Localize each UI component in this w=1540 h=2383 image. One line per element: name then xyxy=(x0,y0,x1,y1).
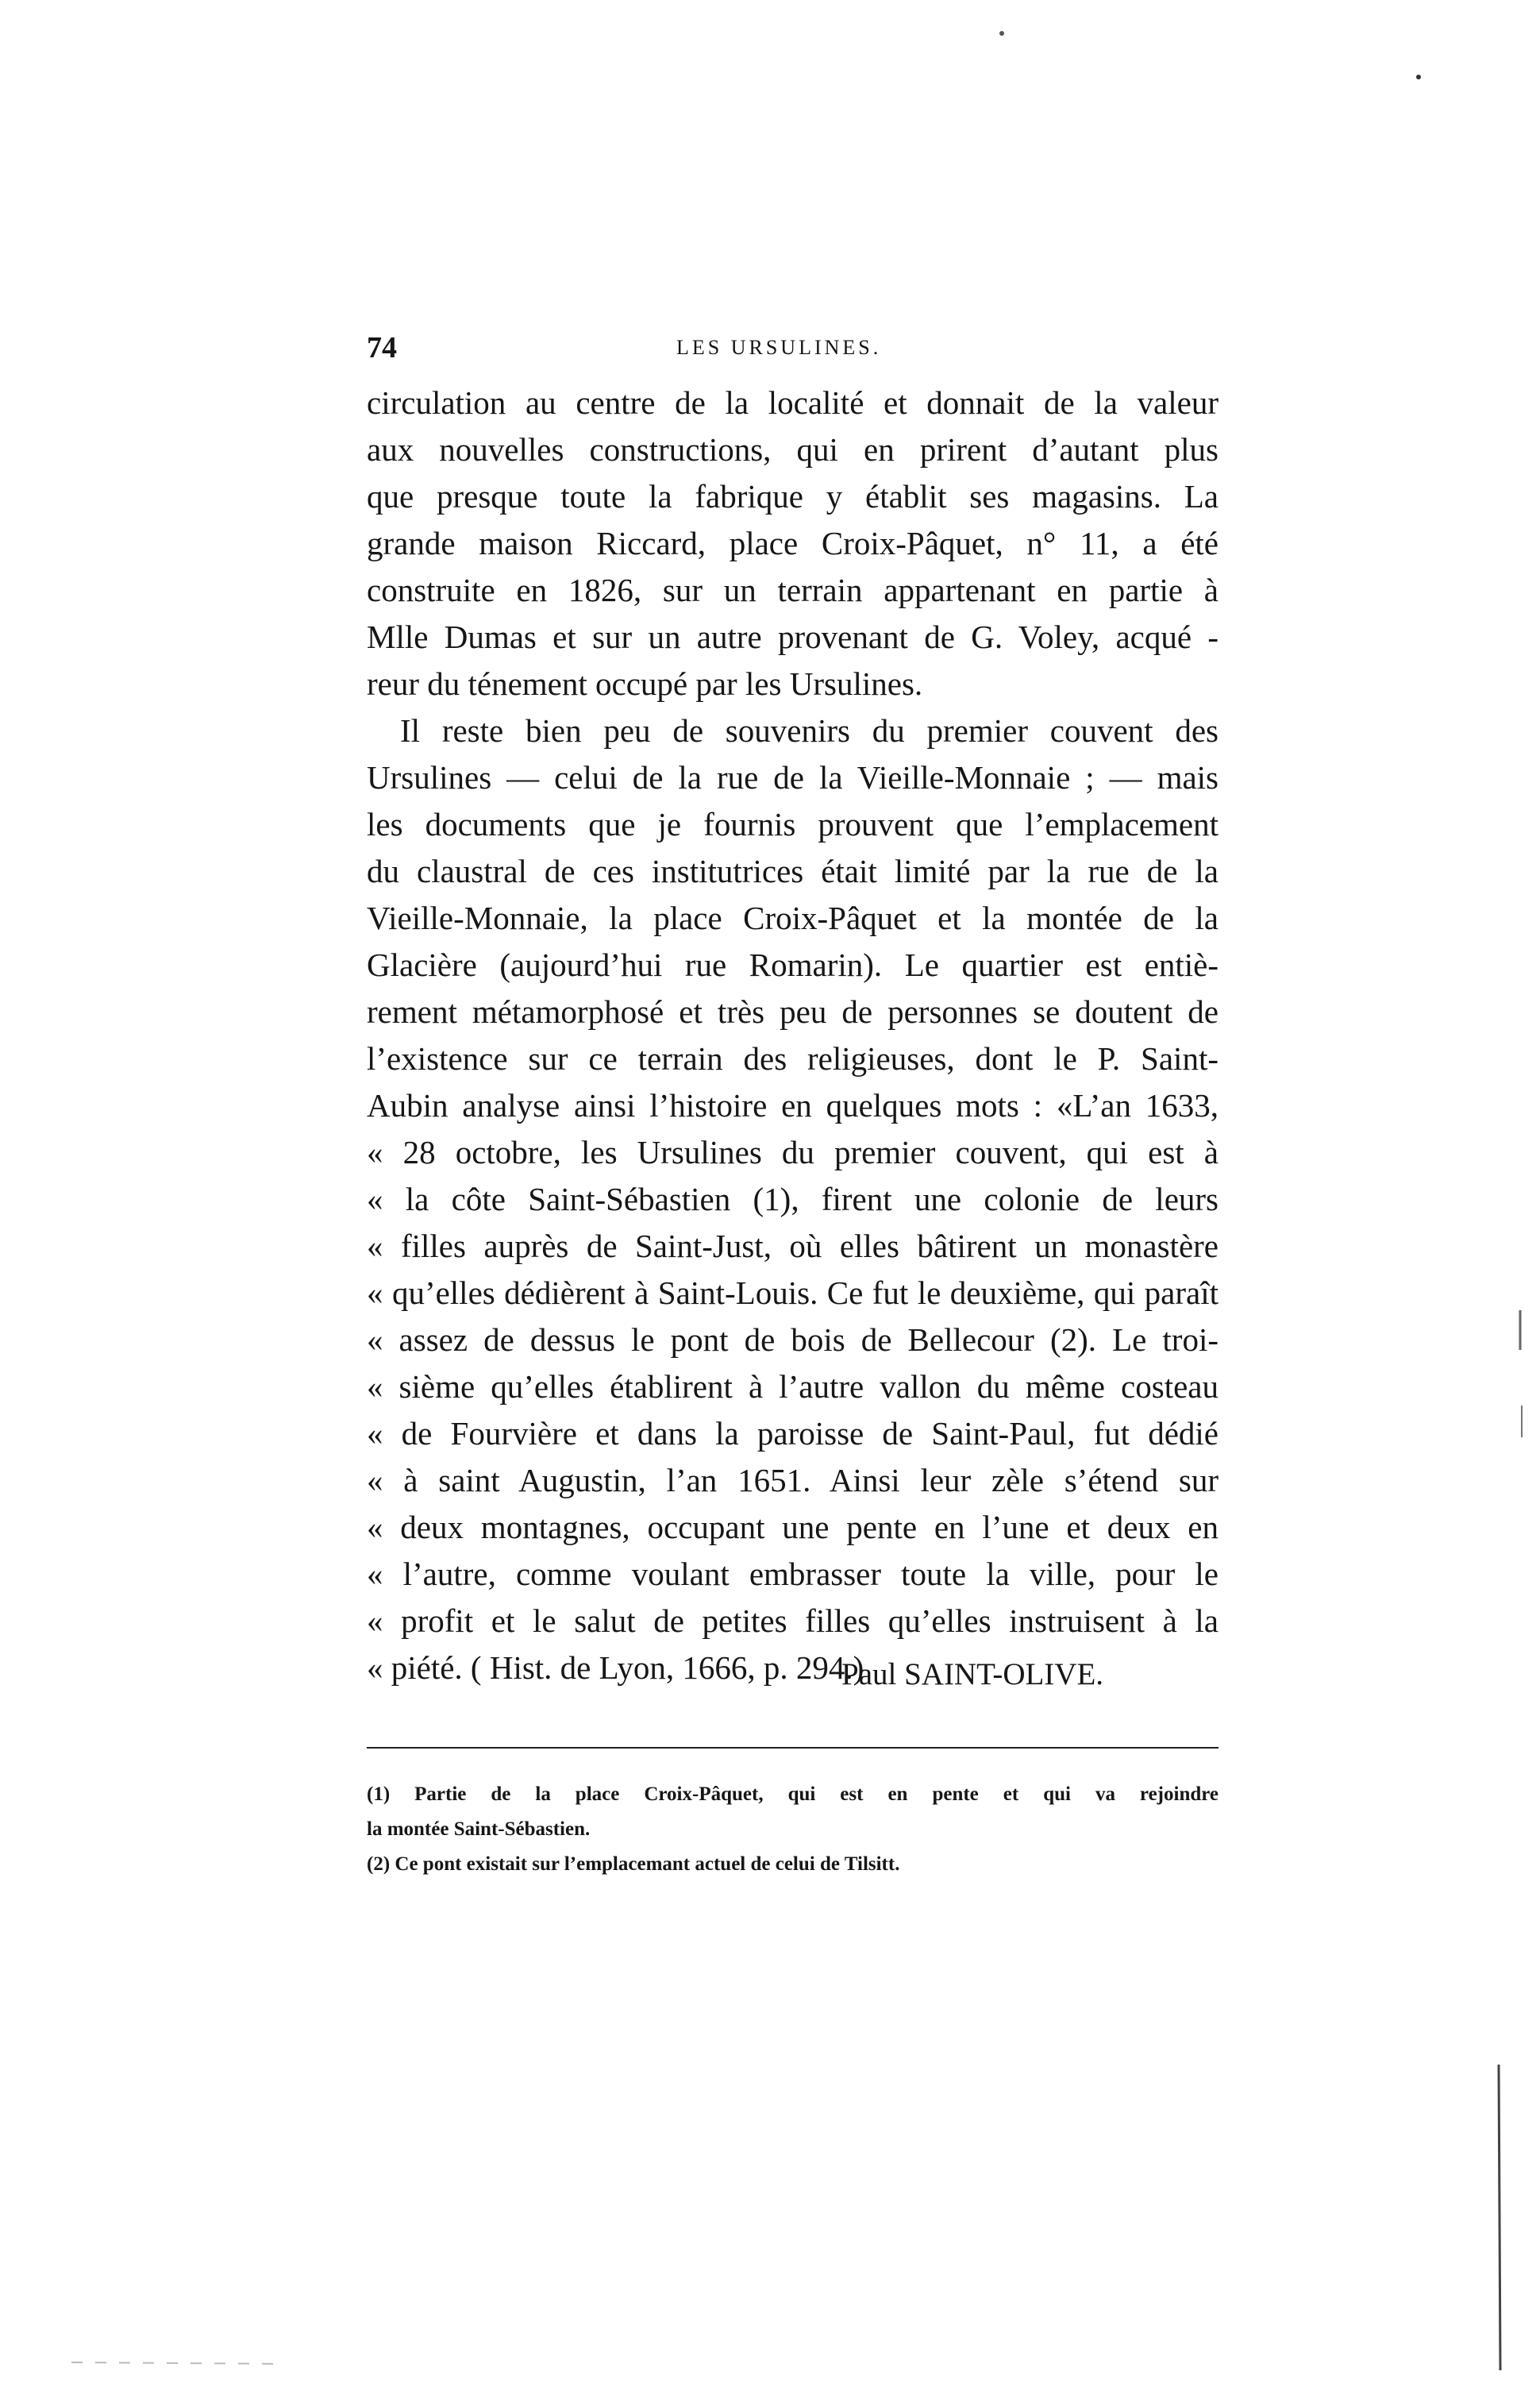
quote-line: « la côte Saint-Sébastien (1), firent une colonie de leurs xyxy=(367,1181,1219,1217)
quote-line: « à saint Augustin, l’an 1651. Ainsi leur zèle s’étend sur xyxy=(367,1462,1219,1498)
body-line: Vieille-Monnaie, la place Croix-Pâquet et la montée de la xyxy=(367,900,1219,936)
body-line: circulation au centre de la localité et donnait de la valeur xyxy=(367,384,1219,421)
body-line: Ursulines — celui de la rue de la Vieille-Monnaie ; — mais xyxy=(367,759,1219,796)
body-line: reur du ténement occupé par les Ursulines. xyxy=(367,665,923,702)
body-text xyxy=(367,380,1219,1691)
running-head: LES URSULINES. xyxy=(676,336,882,359)
scan-edge-mark xyxy=(71,2362,286,2364)
footnote-line: (1) Partie de la place Croix-Pâquet, qui est en pente et qui va rejoindre xyxy=(367,1783,1219,1805)
footnote-line: la montée Saint-Sébastien. xyxy=(367,1818,591,1840)
quote-line: « qu’elles dédièrent à Saint-Louis. Ce fut le deuxième, qui paraît xyxy=(367,1274,1219,1311)
body-line: l’existence sur ce terrain des religieuses, dont le P. Saint- xyxy=(367,1040,1219,1077)
body-line: Il reste bien peu de souvenirs du premier couvent des xyxy=(400,712,1219,749)
scan-edge-mark xyxy=(1499,2065,1500,2370)
quote-line: « de Fourvière et dans la paroisse de Saint-Paul, fut dédié xyxy=(367,1415,1219,1452)
page-header xyxy=(367,327,1219,375)
body-line: du claustral de ces institutrices était limité par la rue de la xyxy=(367,853,1219,889)
body-line: que presque toute la fabrique y établit ses magasins. La xyxy=(367,478,1219,515)
quote-line: « profit et le salut de petites filles qu’elles instruisent à la xyxy=(367,1602,1219,1639)
quote-line: « piété. ( Hist. de Lyon, 1666, p. 294.) xyxy=(367,1649,864,1686)
scan-speck xyxy=(1416,75,1421,79)
quote-line: « deux montagnes, occupant une pente en l’une et deux en xyxy=(367,1509,1219,1545)
quote-line: « sième qu’elles établirent à l’autre vallon du même costeau xyxy=(367,1368,1219,1405)
body-line: grande maison Riccard, place Croix-Pâquet, n° 11, a été xyxy=(367,525,1219,561)
body-line: rement métamorphosé et très peu de personnes se doutent de xyxy=(367,993,1219,1030)
body-line: les documents que je fournis prouvent que l’emplacement xyxy=(367,806,1219,843)
author-signature: Paul SAINT-OLIVE. xyxy=(841,1657,1104,1691)
body-line: aux nouvelles constructions, qui en prirent d’autant plus xyxy=(367,431,1219,468)
page-number: 74 xyxy=(367,331,397,364)
quote-line: « filles auprès de Saint-Just, où elles bâtirent un monastère xyxy=(367,1228,1219,1264)
body-line: Aubin analyse ainsi l’histoire en quelques mots : «L’an 1633, xyxy=(367,1087,1219,1124)
body-line: construite en 1826, sur un terrain appartenant en partie à xyxy=(367,572,1219,608)
quote-line: « l’autre, comme voulant embrasser toute la ville, pour le xyxy=(367,1556,1219,1592)
quote-line: « assez de dessus le pont de bois de Bellecour (2). Le troi- xyxy=(367,1321,1219,1358)
footnote-divider xyxy=(367,1747,1219,1749)
quote-line: « 28 octobre, les Ursulines du premier couvent, qui est à xyxy=(367,1134,1219,1170)
footnotes xyxy=(367,1777,1219,1882)
body-line: Glacière (aujourd’hui rue Romarin). Le quartier est entiè- xyxy=(367,947,1219,983)
footnote-line: (2) Ce pont existait sur l’emplacemant actuel de celui de Tilsitt. xyxy=(367,1853,900,1875)
scan-speck xyxy=(999,31,1004,36)
body-line: Mlle Dumas et sur un autre provenant de G. Voley, acqué - xyxy=(367,619,1219,655)
